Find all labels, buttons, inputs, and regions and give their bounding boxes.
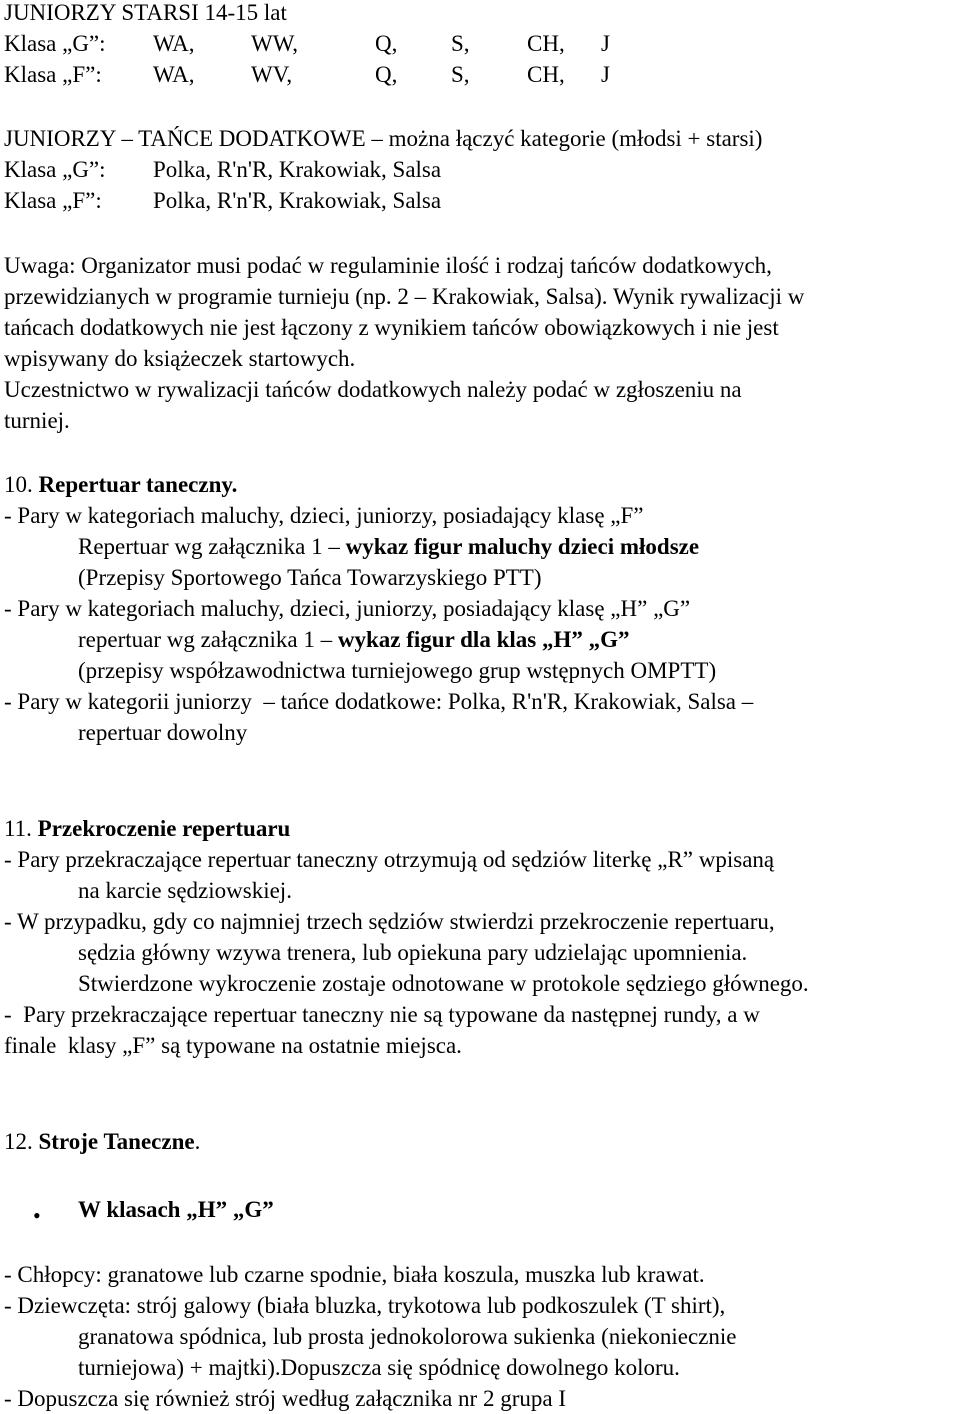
dance: J [601,31,610,56]
rule-line: sędzia główny wzywa trenera, lub opiekuna pary udzielając upomnienia. [78,940,748,965]
repertoire-ref: Repertuar wg załącznika 1 – wykaz figur maluchy dzieci młodsze [78,534,700,559]
section-12-heading: 12. Stroje Taneczne. [4,1129,201,1154]
additional-heading: JUNIORZY – TAŃCE DODATKOWE – można łączyć kategorie (młodsi + starsi) [4,126,763,151]
repertoire-item-hg: - Pary w kategoriach maluchy, dzieci, juniorzy, posiadający klasę „H” „G” [4,596,691,621]
dance: CH, [527,31,565,56]
dance: WA, [153,31,195,56]
dance: J [601,62,610,87]
class-label: Klasa „F”: [4,62,102,87]
rule-line: Stwierdzone wykroczenie zostaje odnotowane w protokole sędziego głównego. [78,971,809,996]
note-line: przewidzianych w programie turnieju (np. 2 – Krakowiak, Salsa). Wynik rywalizacji w [4,284,805,309]
class-label: Klasa „G”: [4,157,106,182]
dance: WA, [153,62,195,87]
repertoire-item-f: - Pary w kategoriach maluchy, dzieci, juniorzy, posiadający klasę „F” [4,503,644,528]
dance: Q, [375,31,398,56]
dress-line: turniejowa) + majtki).Dopuszcza się spódnicę dowolnego koloru. [78,1355,680,1380]
class-f-row [4,59,610,90]
dress-line: - Dopuszcza się również strój według załącznika nr 2 grupa I [4,1386,566,1411]
figures-list-title: wykaz figur maluchy dzieci młodsze [345,534,700,559]
repertoire-item-additional: - Pary w kategorii juniorzy – tańce dodatkowe: Polka, R'n'R, Krakowiak, Salsa – [4,689,754,714]
bullet-title: W klasach „H” „G” [78,1197,274,1222]
rules-reference: (przepisy współzawodnictwa turniejowego grup wstępnych OMPTT) [78,658,717,683]
note-line: tańcach dodatkowych nie jest łączony z wynikiem tańców obowiązkowych i nie jest [4,315,779,340]
figures-list-title: wykaz figur dla klas „H” „G” [337,627,630,652]
class-g-row [4,28,610,59]
section-number: 11. [4,816,38,841]
note-line: turniej. [4,408,70,433]
section-title: Repertuar taneczny. [38,472,238,497]
note-line: Uwaga: Organizator musi podać w regulaminie ilość i rodzaj tańców dodatkowych, [4,253,772,278]
section-number: 12. [4,1129,39,1154]
class-label: Klasa „F”: [4,188,102,213]
dress-line: - Chłopcy: granatowe lub czarne spodnie, biała koszula, muszka lub krawat. [4,1262,705,1287]
section-11-heading [4,813,290,844]
dance: CH, [527,62,565,87]
note-line: Uczestnictwo w rywalizacji tańców dodatkowych należy podać w zgłoszeniu na [4,377,742,402]
dance: S, [451,62,470,87]
note-line: wpisywany do książeczek startowych. [4,346,356,371]
rule-line: - Pary przekraczające repertuar taneczny nie są typowane da następnej rundy, a w [4,1002,760,1027]
class-label: Klasa „G”: [4,31,106,56]
rule-line: - W przypadku, gdy co najmniej trzech sędziów stwierdzi przekroczenie repertuaru, [4,909,775,934]
dance: WW, [251,31,299,56]
dress-line: granatowa spódnica, lub prosta jednokolorowa sukienka (niekoniecznie [78,1324,737,1349]
rule-line: na karcie sędziowskiej. [78,878,292,903]
section-10-heading [4,469,237,500]
juniors-older-heading: JUNIORZY STARSI 14-15 lat [4,0,287,25]
additional-class-g-row [4,154,441,185]
repertoire-ref: repertuar wg załącznika 1 – wykaz figur dla klas „H” „G” [78,627,630,652]
section-title: Przekroczenie repertuaru [37,816,291,841]
bullet-icon: • [33,1203,41,1228]
dance: Q, [375,62,398,87]
dress-line: - Dziewczęta: strój galowy (biała bluzka, trykotowa lub podkoszulek (T shirt), [4,1293,726,1318]
repertoire-free: repertuar dowolny [78,720,248,745]
rule-line: finale klasy „F” są typowane na ostatnie miejsca. [4,1033,462,1058]
section-number: 10. [4,472,39,497]
dance: WV, [251,62,293,87]
dances: Polka, R'n'R, Krakowiak, Salsa [153,157,442,182]
dance: S, [451,31,470,56]
rule-line: - Pary przekraczające repertuar taneczny otrzymują od sędziów literkę „R” wpisaną [4,847,775,872]
rules-reference: (Przepisy Sportowego Tańca Towarzyskiego PTT) [78,565,542,590]
dances: Polka, R'n'R, Krakowiak, Salsa [153,188,442,213]
section-title: Stroje Taneczne [38,1129,195,1154]
additional-class-f-row [4,185,441,216]
